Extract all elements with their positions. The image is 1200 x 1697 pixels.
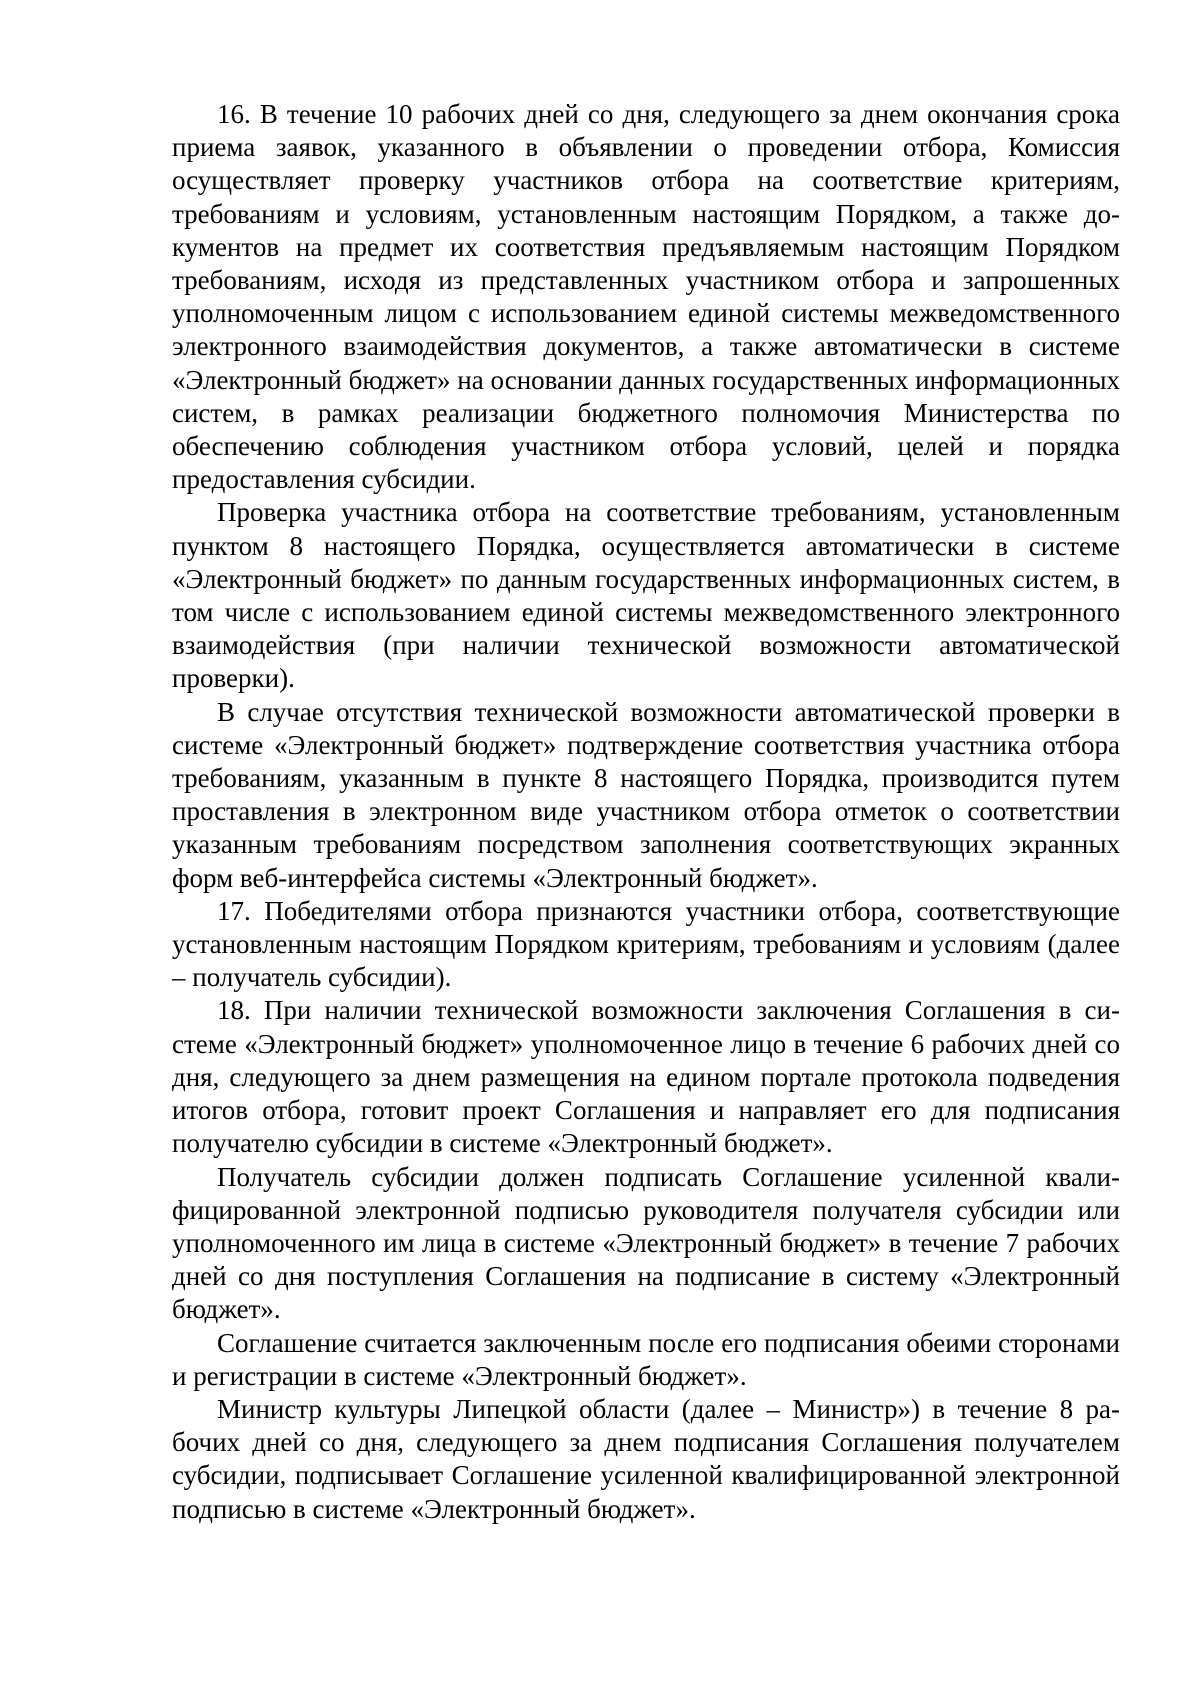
document-body bbox=[172, 98, 1120, 1526]
paragraph-verification: Проверка участника отбора на соответствие требованиям, установленным пунктом 8 настоящего Порядка, осуществляется автоматически в системе «Электронный бюджет» по данным государственных информационных систем, в том числе с использованием единой системы межведомственного электронного взаимодействия (при наличии технической возможности автоматической проверки). bbox=[172, 497, 1120, 694]
paragraph-17: 17. Победителями отбора признаются участники отбора, соответствующие установленным настоящим Порядком критериям, требованиям и условиям (далее – получатель субсидии). bbox=[172, 895, 1120, 993]
paragraph-agreement-concluded: Соглашение считается заключенным после его подписания обеими сторонами и регистрации в системе «Электронный бюджет». bbox=[172, 1327, 1120, 1391]
paragraph-minister-signature: Министр культуры Липецкой области (далее – Министр») в течение 8 рабочих дней со дня, следующего за днем подписания Соглашения получателем субсидии, подписывает Соглашение усиленной квалифицированной электронной подписью в системе «Электронный бюджет». bbox=[172, 1393, 1120, 1524]
paragraph-no-technical-possibility: В случае отсутствия технической возможности автоматической проверки в системе «Электронный бюджет» подтверждение соответствия участника отбора требованиям, указанным в пункте 8 настоящего Порядка, производится путем проставления в электронном виде участником отбора отметок о соответствии указанным требованиям посредством заполнения соответствующих экранных форм веб-интерфейса системы «Электронный бюджет». bbox=[172, 696, 1120, 893]
paragraph-18: 18. При наличии технической возможности заключения Соглашения в системе «Электронный бюджет» уполномоченное лицо в течение 6 рабочих дней со дня, следующего за днем размещения на едином портале протокола подведения итогов отбора, готовит проект Соглашения и направляет его для подписания получателю субсидии в системе «Электронный бюджет». bbox=[172, 995, 1120, 1159]
paragraph-recipient-signature: Получатель субсидии должен подписать Соглашение усиленной квалифицированной электронной подписью руководителя получателя субсидии или уполномоченного им лица в системе «Электронный бюджет» в течение 7 рабочих дней со дня поступления Соглашения на подписание в систему «Электронный бюджет». bbox=[172, 1161, 1120, 1325]
paragraph-16: 16. В течение 10 рабочих дней со дня, следующего за днем окончания срока приема заявок, указанного в объявлении о проведении отбора, Комиссия осуществляет проверку участников отбора на соответствие критериям, требованиям и условиям, установленным настоящим Порядком, а также документов на предмет их соответствия предъявляемым настоящим Порядком требованиям, исходя из представленных участником отбора и запрошенных уполномоченным лицом с использованием единой системы межведомственного электронного взаимодействия документов, а также автоматически в системе «Электронный бюджет» на основании данных государственных информационных систем, в рамках реализации бюджетного полномочия Министерства по обеспечению соблюдения участником отбора условий, целей и порядка предоставления субсидии. bbox=[172, 99, 1120, 495]
